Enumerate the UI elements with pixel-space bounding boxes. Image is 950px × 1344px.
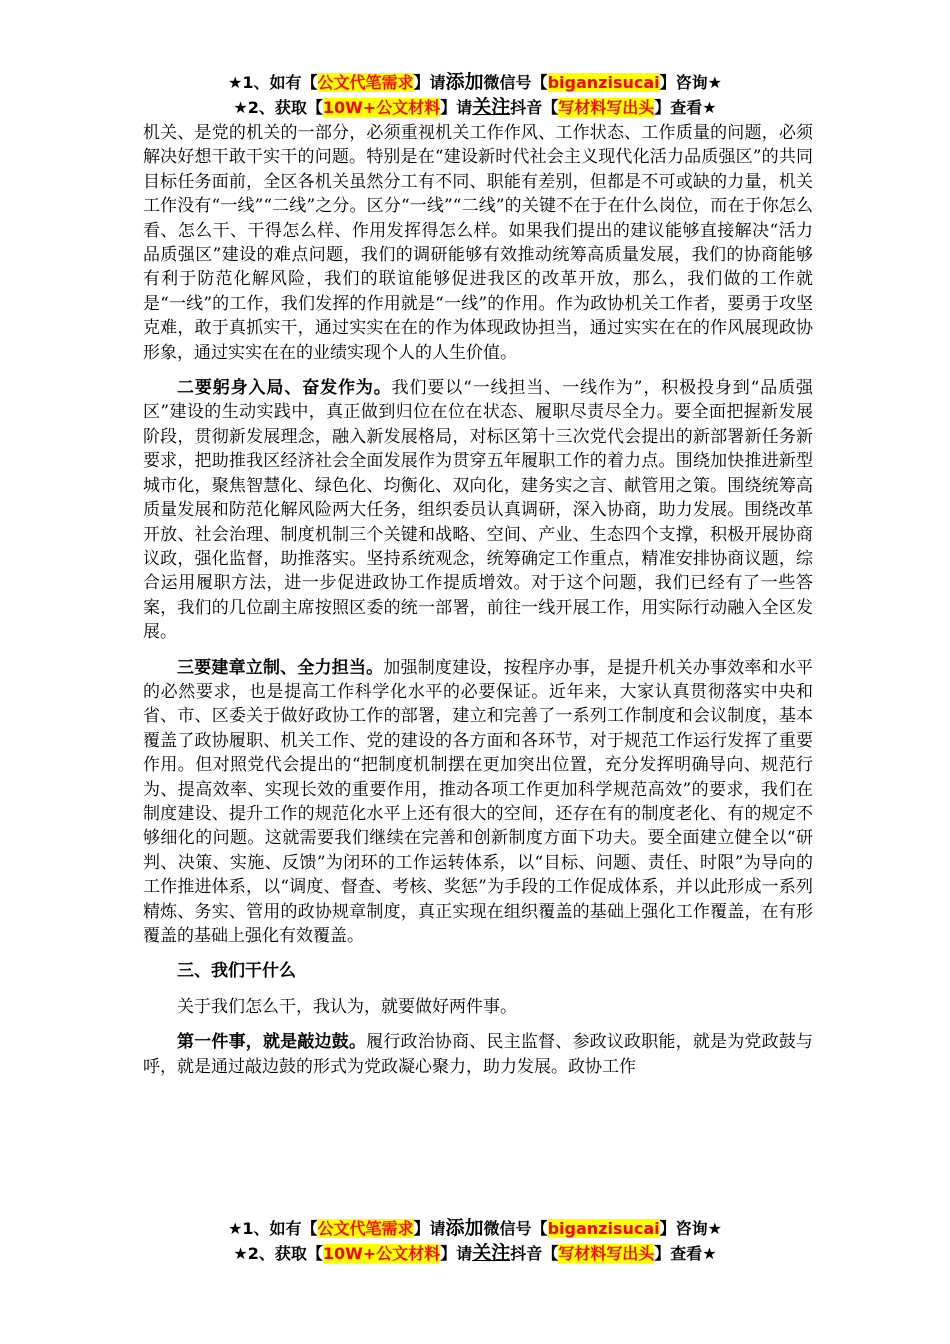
banner-line-1: ★1、如有【公文代笔需求】请添加微信号【biganzisucai】咨询★ [228,71,722,93]
section-heading: 三、我们干什么 [177,961,296,982]
paragraph-lead: 三要建章立制、全力担当。 [177,657,384,678]
banner-line-2: ★2、获取【10W+公文材料】请关注抖音【写材料写出头】查看★ [233,96,717,118]
paragraph: 三要建章立制、全力担当。加强制度建设，按程序办事，是提升机关办事效率和水平的必然要求，也是提高工作科学化水平的必要保证。近年来，大家认真贯彻落实中央和省、市、区委关于做好政协工作的部署，建立和完善了一系列工作制度和会议制度，基本覆盖了政协履职、机关工作、党的建设的各方面和各环节，对于规范工作运行发挥了重要作用。但对照党代会提出的“把制度机制摆在更加突出位置，充分发挥明确导向、规范行为、提高效率、实现长效的重要作用，推动各项工作更加科学规范高效”的要求，我们在制度建设、提升工作的规范化水平上还有很大的空间，还存在有的制度老化、有的规定不够细化的问题。这就需要我们继续在完善和创新制度方面下功夫。要全面建立健全以“研判、决策、实施、反馈”为闭环的工作运转体系，以“目标、问题、责任、时限”为导向的工作推进体系，以“调度、督查、考核、奖惩”为手段的工作促成体系，并以此形成一系列精炼、务实、管用的政协规章制度，真正实现在组织覆盖的基础上强化工作覆盖，在有形覆盖的基础上强化有效覆盖。 [143,657,814,946]
highlight-text: 写材料写出头 [558,1244,655,1263]
paragraph-lead: 二要躬身入局、奋发作为。 [177,378,392,399]
paragraph-lead: 第一件事，就是敲边鼓。 [177,1032,367,1053]
paragraph: 第一件事，就是敲边鼓。履行政治协商、民主监督、参政议政职能，就是为党政鼓与呼，就是通过敲边鼓的形式为党政凝心聚力，助力发展。政协工作 [143,1032,814,1077]
highlight-text: 写材料写出头 [558,98,655,117]
paragraph: 机关、是党的机关的一部分，必须重视机关工作作风、工作状态、工作质量的问题，必须解决好想干敢干实干的问题。特别是在“建设新时代社会主义现代化活力品质强区”的共同目标任务面前，全区各机关虽然分工有不同、职能有差别，但都是不可或缺的力量，机关工作没有“一线”“二线”之分。区分“一线”“二线”的关键不在于在什么岗位，而在于你怎么看、怎么干、干得怎么样、作用发挥得怎么样。如果我们提出的建议能够直接解决“活力品质强区”建设的难点问题，我们的调研能够有效推动统筹高质量发展，我们的协商能够有利于防范化解风险，我们的联谊能够促进我区的改革开放，那么，我们做的工作就是“一线”的工作，我们发挥的作用就是“一线”的作用。作为政协机关工作者，要勇于攻坚克难，敢于真抓实干，通过实实在在的作为体现政协担当，通过实实在在的作风展现政协形象，通过实实在在的业绩实现个人的人生价值。 [143,123,813,363]
highlight-text: biganzisucai [547,1219,660,1238]
paragraph: 二要躬身入局、奋发作为。我们要以“一线担当、一线作为”，积极投身到“品质强区”建设的生动实践中，真正做到归位在位在状态、履职尽责尽全力。要全面把握新发展阶段，贯彻新发展理念，融入新发展格局，对标区第十三次党代会提出的新部署新任务新要求，把助推我区经济社会全面发展作为贯穿五年履职工作的着力点。围绕加快推进新型城市化，聚焦智慧化、绿色化、均衡化、双向化，建务实之言、献管用之策。围绕统筹高质量发展和防范化解风险两大任务，组织委员认真调研，深入协商，助力发展。围绕改革开放、社会治理、制度机制三个关键和战略、空间、产业、生态四个支撑，积极开展协商议政，强化监督，助推落实。坚持系统观念，统筹确定工作重点，精准安排协商议题，综合运用履职方法，进一步促进政协工作提质增效。对于这个问题，我们已经有了一些答案，我们的几位副主席按照区委的统一部署，前往一线开展工作，用实际行动融入全区发展。 [143,378,813,643]
highlight-text: 公文代笔需求 [317,73,414,92]
document-body [143,121,813,1079]
highlight-text: biganzisucai [547,73,660,92]
header-banner [0,70,950,120]
banner-line-1: ★1、如有【公文代笔需求】请添加微信号【biganzisucai】咨询★ [228,1217,722,1239]
highlight-text: 10W+公文材料 [322,1244,441,1263]
highlight-text: 公文代笔需求 [317,1219,414,1238]
paragraph: 关于我们怎么干，我认为，就要做好两件事。 [177,996,517,1017]
banner-line-2: ★2、获取【10W+公文材料】请关注抖音【写材料写出头】查看★ [233,1242,717,1264]
highlight-text: 10W+公文材料 [322,98,441,117]
footer-banner [0,1216,950,1266]
